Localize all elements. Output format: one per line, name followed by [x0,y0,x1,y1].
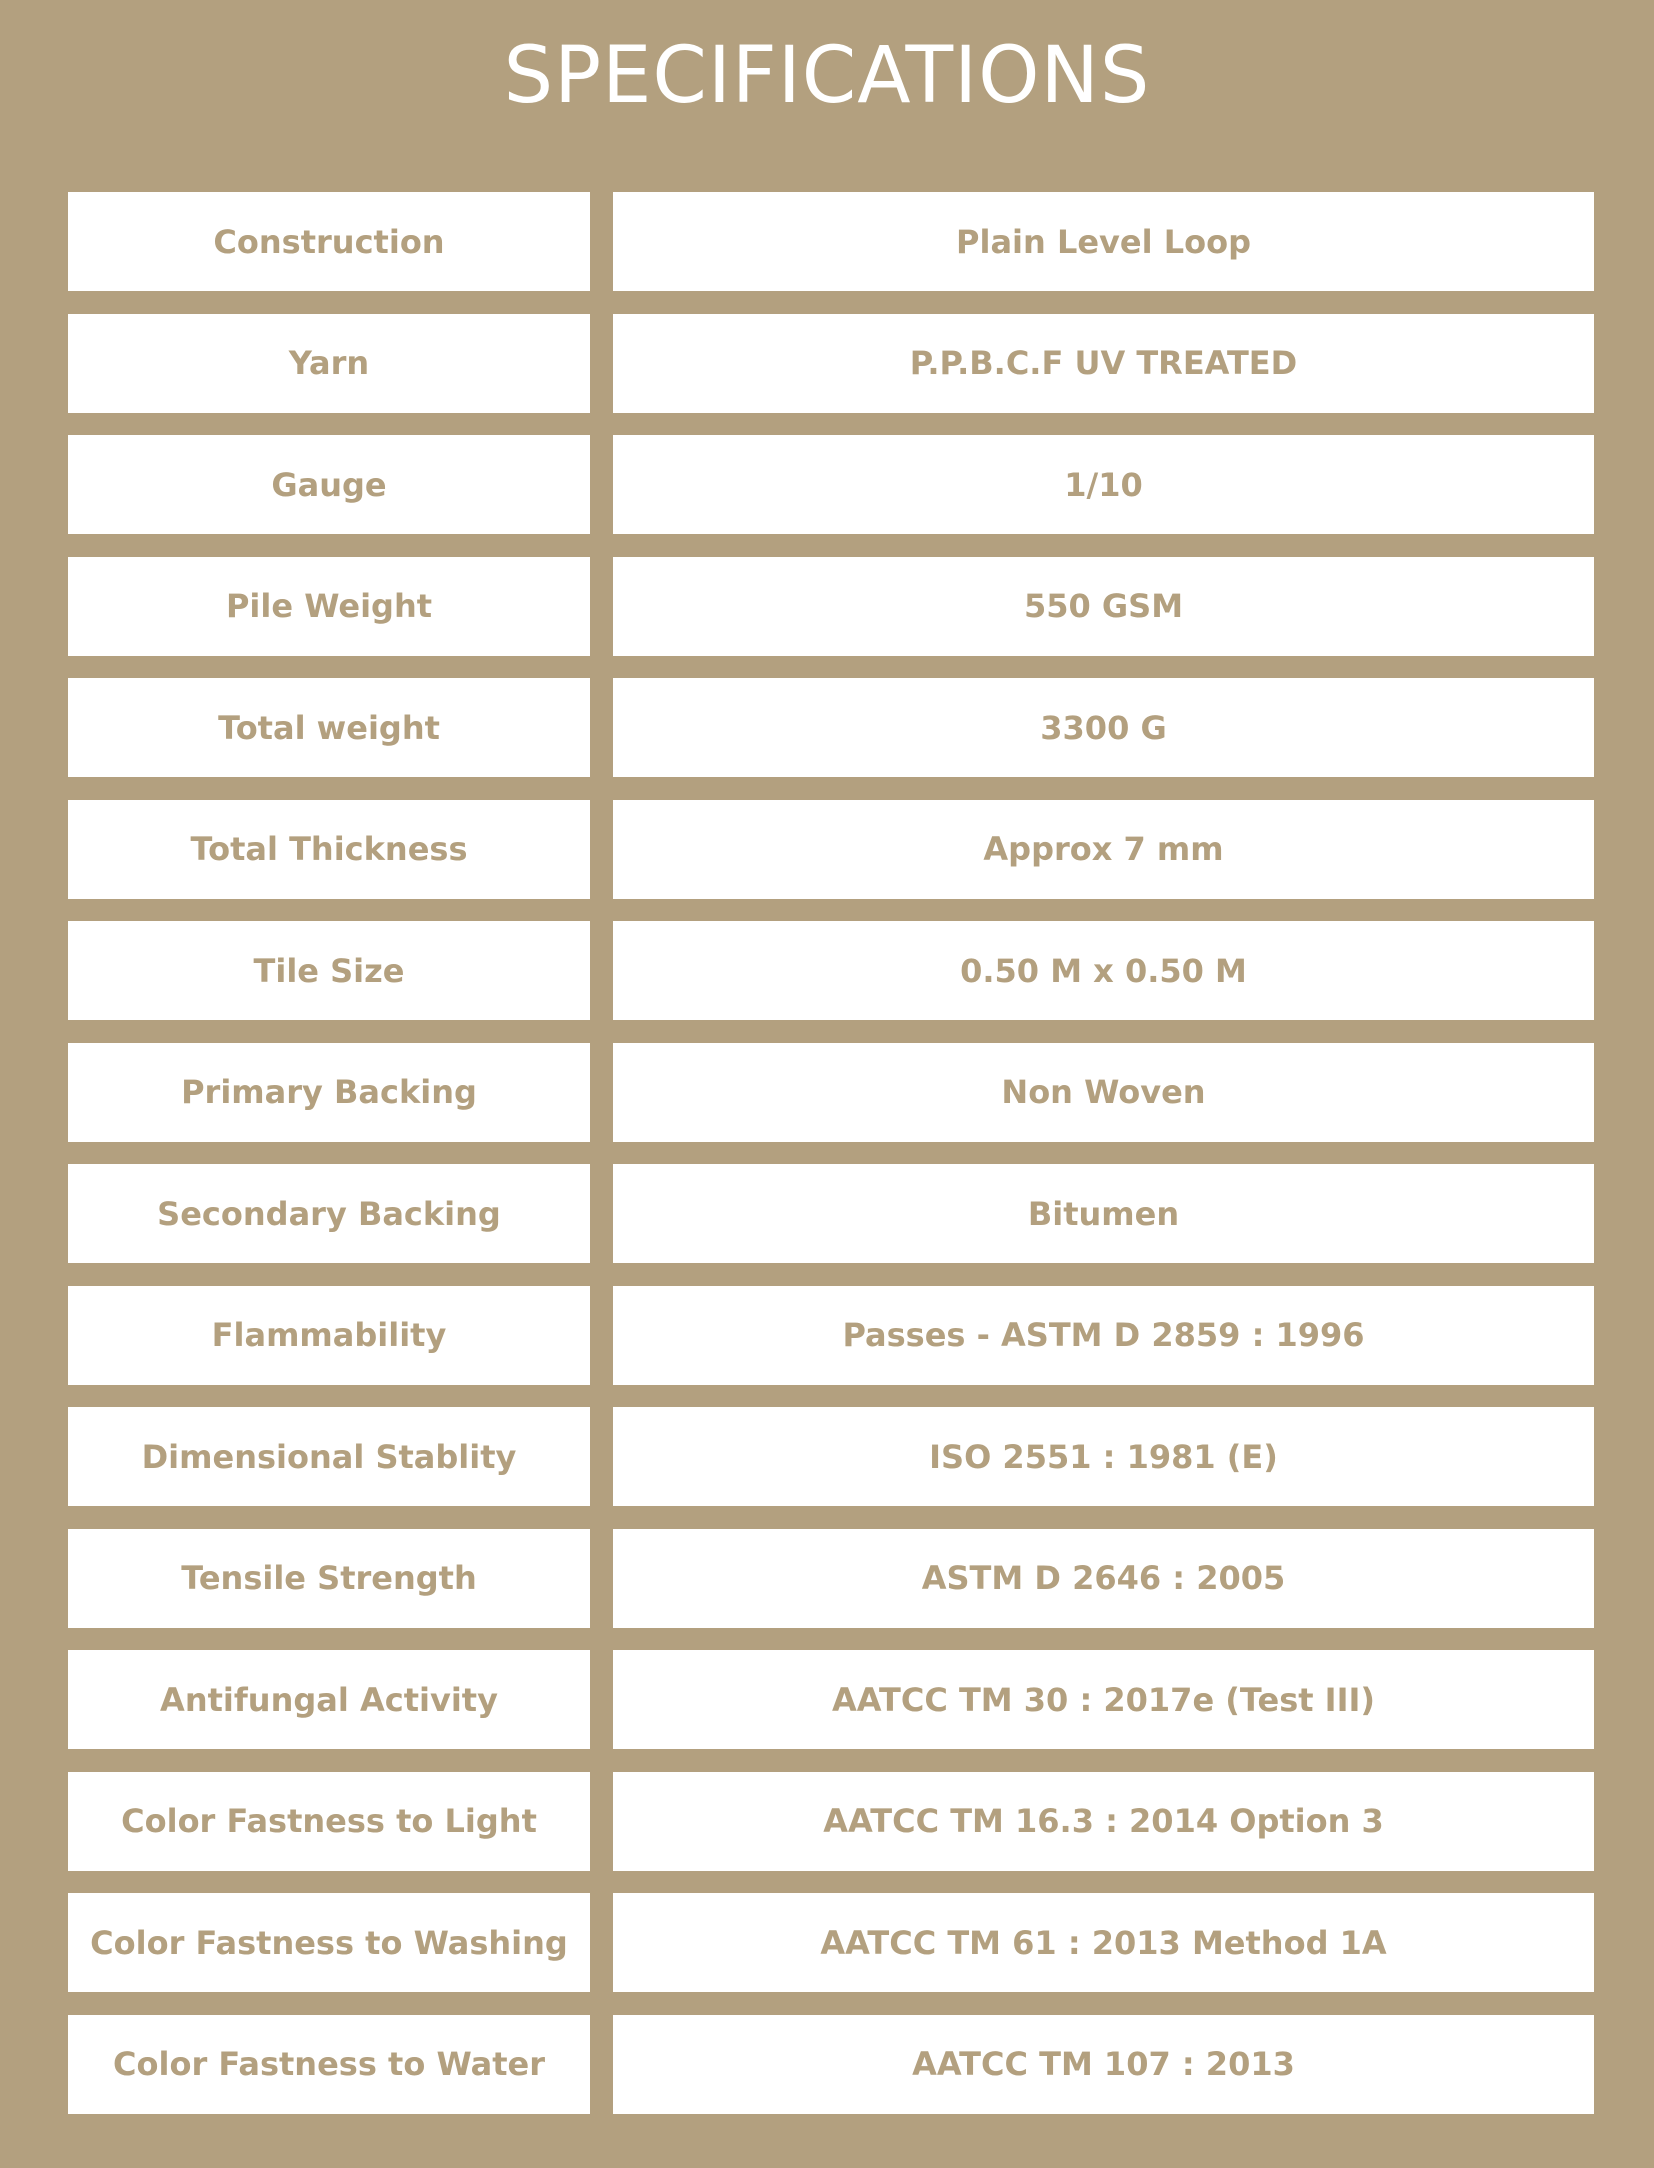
spec-value: AATCC TM 16.3 : 2014 Option 3 [613,1772,1594,1871]
spec-label: Construction [68,192,590,291]
spec-value: Plain Level Loop [613,192,1594,291]
spec-value: AATCC TM 61 : 2013 Method 1A [613,1893,1594,1992]
spec-label: Tensile Strength [68,1529,590,1628]
spec-label: Total Thickness [68,800,590,899]
spec-row-tensile-strength [68,1529,1594,1628]
spec-row-construction [68,192,1594,291]
spec-label: Yarn [68,314,590,413]
spec-label: Color Fastness to Light [68,1772,590,1871]
spec-value: Non Woven [613,1043,1594,1142]
spec-row-antifungal-activity [68,1650,1594,1749]
spec-label: Color Fastness to Water [68,2015,590,2114]
spec-label: Pile Weight [68,557,590,656]
spec-row-yarn [68,314,1594,413]
spec-value: P.P.B.C.F UV TREATED [613,314,1594,413]
spec-label: Primary Backing [68,1043,590,1142]
spec-value: 0.50 M x 0.50 M [613,921,1594,1020]
spec-row-dimensional-stability [68,1407,1594,1506]
spec-row-color-fastness-light [68,1772,1594,1871]
spec-value: ASTM D 2646 : 2005 [613,1529,1594,1628]
spec-row-flammability [68,1286,1594,1385]
page-title: SPECIFICATIONS [503,31,1151,121]
spec-row-tile-size [68,921,1594,1020]
specifications-table [68,192,1594,2136]
spec-value: AATCC TM 107 : 2013 [613,2015,1594,2114]
spec-value: AATCC TM 30 : 2017e (Test III) [613,1650,1594,1749]
spec-label: Flammability [68,1286,590,1385]
spec-row-primary-backing [68,1043,1594,1142]
spec-row-color-fastness-washing [68,1893,1594,1992]
spec-value: 3300 G [613,678,1594,777]
spec-row-gauge [68,435,1594,534]
spec-value: Passes - ASTM D 2859 : 1996 [613,1286,1594,1385]
spec-label: Dimensional Stablity [68,1407,590,1506]
spec-label: Color Fastness to Washing [68,1893,590,1992]
spec-label: Tile Size [68,921,590,1020]
spec-value: Approx 7 mm [613,800,1594,899]
spec-row-total-weight [68,678,1594,777]
spec-row-pile-weight [68,557,1594,656]
spec-value: ISO 2551 : 1981 (E) [613,1407,1594,1506]
spec-label: Antifungal Activity [68,1650,590,1749]
spec-label: Total weight [68,678,590,777]
spec-value: Bitumen [613,1164,1594,1263]
spec-row-total-thickness [68,800,1594,899]
spec-label: Secondary Backing [68,1164,590,1263]
spec-value: 1/10 [613,435,1594,534]
spec-row-secondary-backing [68,1164,1594,1263]
spec-value: 550 GSM [613,557,1594,656]
spec-label: Gauge [68,435,590,534]
spec-row-color-fastness-water [68,2015,1594,2114]
